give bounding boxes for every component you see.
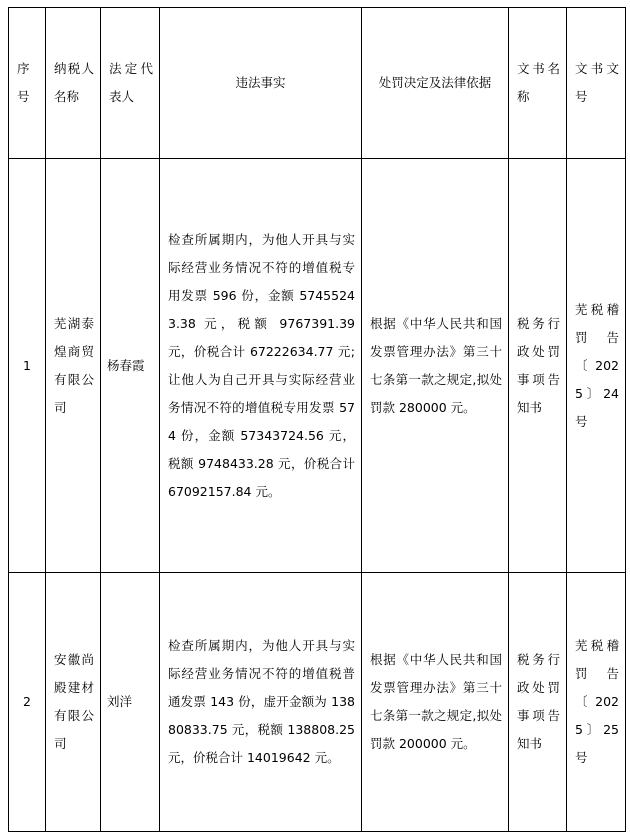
row-decision: 根据《中华人民共和国发票管理办法》第三十七条第一款之规定,拟处罚款 200000 元。 xyxy=(362,573,509,832)
header-facts: 违法事实 xyxy=(160,8,362,159)
penalty-table xyxy=(8,7,626,832)
table-row xyxy=(9,159,626,573)
row-facts: 检查所属期内，为他人开具与实际经营业务情况不符的增值税普通发票 143 份，虚开金额为 13880833.75 元，税额 138808.25 元，价税合计 14019642 元。 xyxy=(160,573,362,832)
row-legal-rep: 刘洋 xyxy=(101,573,160,832)
row-decision: 根据《中华人民共和国发票管理办法》第三十七条第一款之规定,拟处罚款 280000 元。 xyxy=(362,159,509,573)
row-doc-no: 芜税稽罚告〔2025〕24 号 xyxy=(567,159,626,573)
header-decision: 处罚决定及法律依据 xyxy=(362,8,509,159)
header-row xyxy=(9,8,626,159)
header-taxpayer: 纳税人名称 xyxy=(46,8,101,159)
header-doc-no: 文书文号 xyxy=(567,8,626,159)
header-doc-name: 文书名称 xyxy=(509,8,567,159)
header-no: 序号 xyxy=(9,8,46,159)
row-facts: 检查所属期内，为他人开具与实际经营业务情况不符的增值税专用发票 596 份，金额 57455243.38 元，税额 9767391.39 元，价税合计 67222634.77 元;让他人为自己开具与实际经营业务情况不符的增值税专用发票 574 份，金额 57343724.56 元，税额 9748433.28 元，价税合计 67092157.84 元。 xyxy=(160,159,362,573)
row-doc-no: 芜税稽罚告〔2025〕25 号 xyxy=(567,573,626,832)
row-legal-rep: 杨春霞 xyxy=(101,159,160,573)
row-no: 2 xyxy=(9,573,46,832)
row-taxpayer: 芜湖泰煌商贸有限公司 xyxy=(46,159,101,573)
table-row xyxy=(9,573,626,832)
header-legal-rep: 法定代表人 xyxy=(101,8,160,159)
row-doc-name: 税务行政处罚事项告知书 xyxy=(509,573,567,832)
row-taxpayer: 安徽尚殿建材有限公司 xyxy=(46,573,101,832)
row-no: 1 xyxy=(9,159,46,573)
row-doc-name: 税务行政处罚事项告知书 xyxy=(509,159,567,573)
